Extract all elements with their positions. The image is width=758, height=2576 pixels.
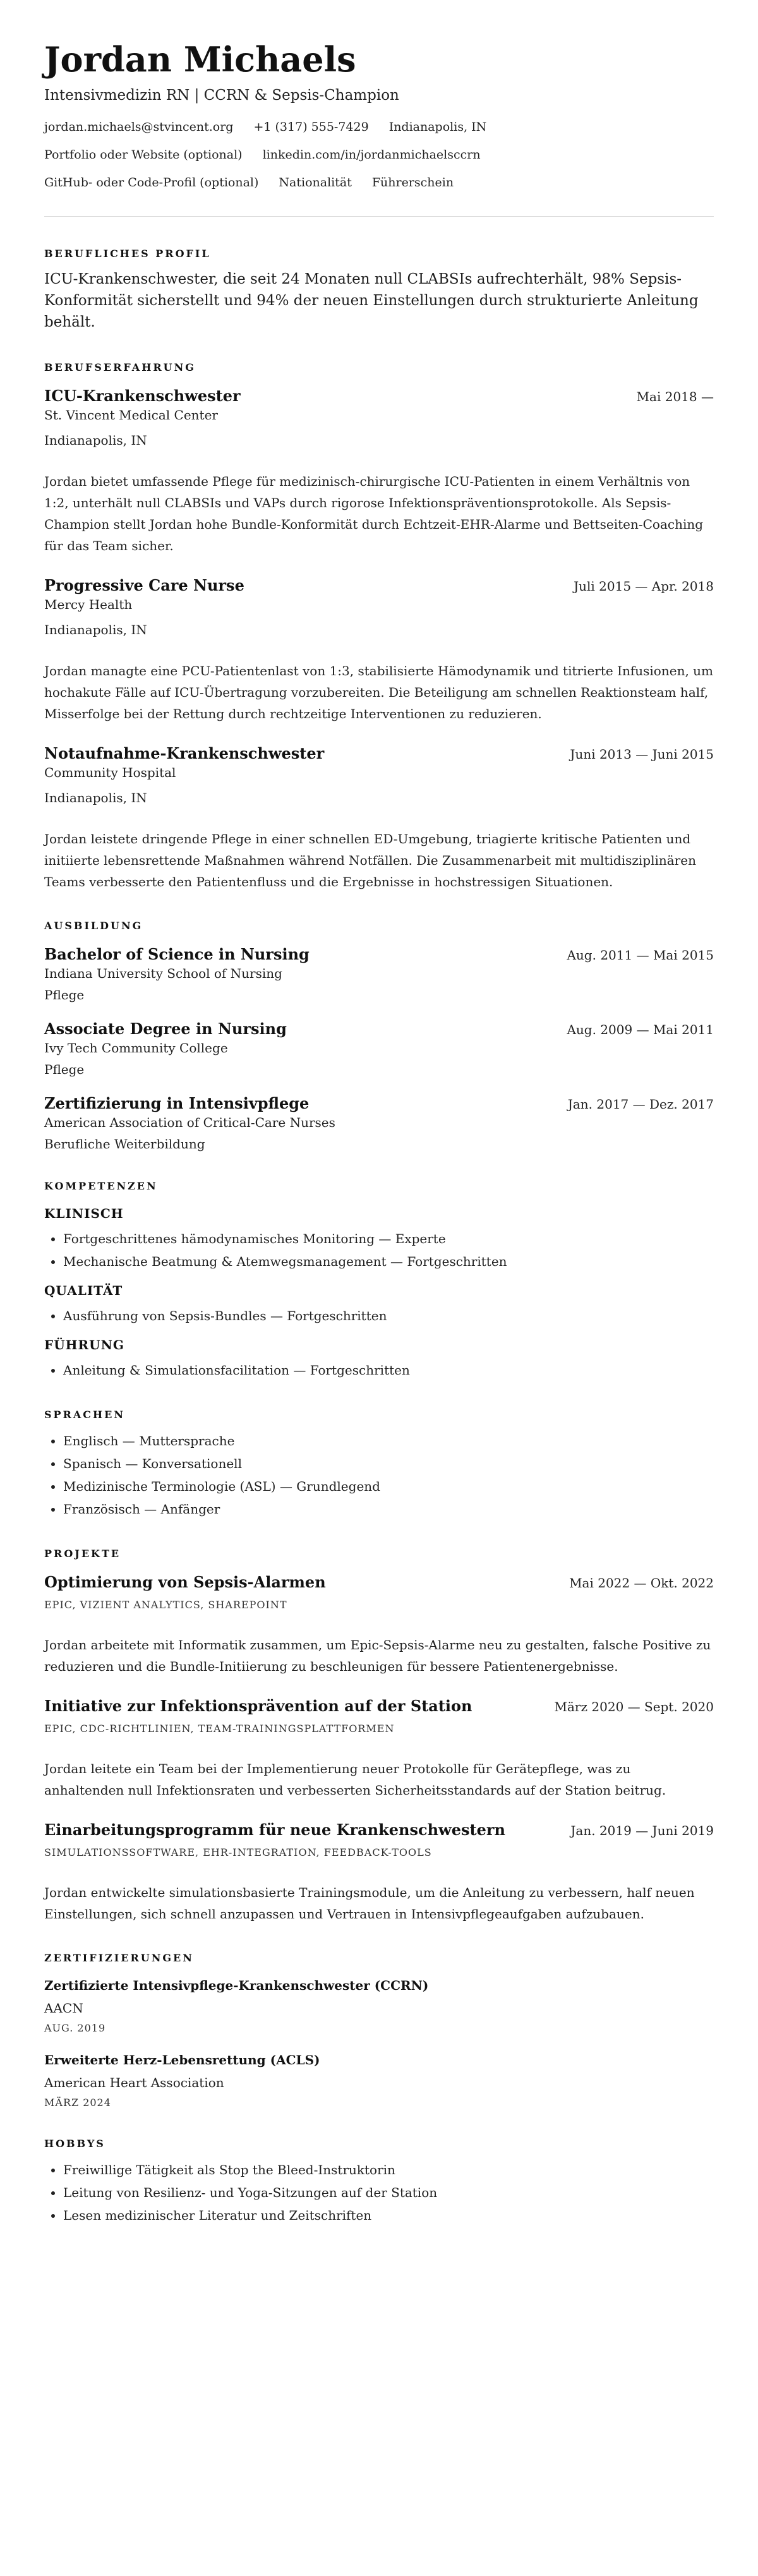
- section-title: ZERTIFIZIERUNGEN: [44, 1952, 194, 1964]
- language-item: • Französisch — Anfänger: [63, 1498, 714, 1520]
- skill-group: [44, 1205, 714, 1273]
- employer: Community Hospital: [44, 765, 176, 780]
- skill-group-title: QUALITÄT: [44, 1283, 123, 1298]
- project-date: März 2020 — Sept. 2020: [554, 1699, 714, 1714]
- certification-issuer: American Heart Association: [44, 2075, 224, 2090]
- hobby-item: • Freiwillige Tätigkeit als Stop the Bleed-Instruktorin: [63, 2158, 714, 2181]
- section-title: BERUFLICHES PROFIL: [44, 248, 211, 260]
- project-date: Mai 2022 — Okt. 2022: [569, 1575, 714, 1591]
- contact-row: [44, 119, 714, 135]
- certification-issuer: AACN: [44, 2001, 83, 2016]
- section-title: PROJEKTE: [44, 1548, 121, 1560]
- certification-date: AUG. 2019: [44, 2022, 106, 2034]
- section-title: HOBBYS: [44, 2138, 105, 2150]
- drivers-license: Führerschein: [371, 176, 454, 190]
- education-section: [44, 919, 714, 1153]
- education-date: Aug. 2009 — Mai 2011: [567, 1022, 714, 1037]
- skill-item: • Ausführung von Sepsis-Bundles — Fortgeschritten: [63, 1304, 714, 1327]
- resume-header: [44, 39, 714, 217]
- project-title: Initiative zur Infektionsprävention auf der Station: [44, 1697, 472, 1715]
- contact-row: [44, 147, 714, 163]
- job-location: Indianapolis, IN: [44, 622, 147, 637]
- language-item: • Medizinische Terminologie (ASL) — Grundlegend: [63, 1475, 714, 1498]
- school: Ivy Tech Community College: [44, 1040, 228, 1056]
- education-entry: [44, 1093, 714, 1153]
- skill-group-title: FÜHRUNG: [44, 1337, 124, 1352]
- project-entry: [44, 1820, 714, 1925]
- project-description: Jordan arbeitete mit Informatik zusammen, um Epic-Sepsis-Alarme neu zu gestalten, falsche Positive zu reduzieren und die Bundle-Initiierung zu beschleunigen für bessere Patientenergebnisse.: [44, 1637, 711, 1674]
- hobby-item: • Lesen medizinischer Literatur und Zeitschriften: [63, 2204, 714, 2227]
- education-date: Aug. 2011 — Mai 2015: [567, 948, 714, 963]
- skill-item: • Fortgeschrittenes hämodynamisches Monitoring — Experte: [63, 1227, 714, 1250]
- job-location: Indianapolis, IN: [44, 790, 147, 805]
- project-tags: SIMULATIONSSOFTWARE, EHR-INTEGRATION, FEEDBACK-TOOLS: [44, 1846, 432, 1858]
- language-item: • Spanisch — Konversationell: [63, 1452, 714, 1475]
- job-date: Juni 2013 — Juni 2015: [570, 747, 714, 762]
- project-description: Jordan entwickelte simulationsbasierte Trainingsmodule, um die Anleitung zu verbessern, half neuen Einstellungen, sich schnell anzupassen und Vertrauen in Intensivpflegeaufgaben aufzubauen.: [44, 1885, 695, 1922]
- job-date: Juli 2015 — Apr. 2018: [574, 579, 714, 594]
- project-entry: [44, 1572, 714, 1677]
- project-tags: EPIC, VIZIENT ANALYTICS, SHAREPOINT: [44, 1599, 287, 1611]
- profile-section: [44, 247, 714, 333]
- experience-entry: [44, 575, 714, 725]
- job-date: Mai 2018 —: [636, 389, 714, 404]
- skill-group: [44, 1282, 714, 1327]
- project-title: Einarbeitungsprogramm für neue Krankenschwestern: [44, 1821, 505, 1839]
- skill-item: • Mechanische Beatmung & Atemwegsmanagement — Fortgeschritten: [63, 1250, 714, 1273]
- education-entry: [44, 1019, 714, 1078]
- job-location: Indianapolis, IN: [44, 433, 147, 448]
- profile-summary: ICU-Krankenschwester, die seit 24 Monaten null CLABSIs aufrechterhält, 98% Sepsis-Konformität sicherstellt und 94% der neuen Einstellungen durch strukturierte Anleitung behält.: [44, 271, 699, 330]
- email-link[interactable]: jordan.michaels@stvincent.org: [44, 120, 234, 134]
- degree-title: Zertifizierung in Intensivpflege: [44, 1094, 310, 1112]
- job-title: ICU-Krankenschwester: [44, 387, 241, 405]
- projects-section: [44, 1547, 714, 1925]
- github-link[interactable]: GitHub- oder Code-Profil (optional): [44, 176, 259, 190]
- field-of-study: Pflege: [44, 1062, 85, 1077]
- certification-title: Zertifizierte Intensivpflege-Krankenschwester (CCRN): [44, 1978, 429, 1993]
- project-tags: EPIC, CDC-RICHTLINIEN, TEAM-TRAININGSPLATTFORMEN: [44, 1723, 395, 1735]
- field-of-study: Pflege: [44, 987, 85, 1002]
- section-title: BERUFSERFAHRUNG: [44, 361, 196, 373]
- experience-entry: [44, 743, 714, 893]
- school: Indiana University School of Nursing: [44, 966, 282, 981]
- certification-date: MÄRZ 2024: [44, 2097, 111, 2109]
- headline: Intensivmedizin RN | CCRN & Sepsis-Champion: [44, 87, 399, 104]
- skills-section: [44, 1179, 714, 1381]
- school: American Association of Critical-Care Nurses: [44, 1115, 335, 1130]
- job-description: Jordan bietet umfassende Pflege für medizinisch-chirurgische ICU-Patienten in einem Verhältnis von 1:2, unterhält null CLABSIs und VAPs durch rigorose Infektionspräventionsprotokolle. Als Sepsis-Champion stellt Jordan hohe Bundle-Konformität durch Echtzeit-EHR-Alarme und Bettseiten-Coaching für das Team sicher.: [44, 474, 704, 553]
- job-description: Jordan managte eine PCU-Patientenlast von 1:3, stabilisierte Hämodynamik und titrierte Infusionen, um hochakute Fälle auf ICU-Übertragung vorzubereiten. Die Beteiligung am schnellen Reaktionsteam half, Misserfolge bei der Rettung durch rechtzeitige Interventionen zu reduzieren.: [44, 663, 714, 721]
- contact-row: [44, 174, 714, 191]
- education-date: Jan. 2017 — Dez. 2017: [567, 1097, 714, 1112]
- job-title: Notaufnahme-Krankenschwester: [44, 744, 325, 762]
- skill-group-title: KLINISCH: [44, 1206, 124, 1221]
- certification-title: Erweiterte Herz-Lebensrettung (ACLS): [44, 2052, 320, 2067]
- header-divider: [44, 216, 714, 217]
- project-entry: [44, 1696, 714, 1801]
- language-item: • Englisch — Muttersprache: [63, 1429, 714, 1452]
- hobbies-section: [44, 2137, 714, 2227]
- certifications-section: [44, 1951, 714, 2110]
- project-description: Jordan leitete ein Team bei der Implementierung neuer Protokolle für Gerätepflege, was zu anhaltenden null Infektionsraten und verbesserten Sicherheitsstandards auf der Station beitrug.: [44, 1761, 666, 1798]
- phone: +1 (317) 555-7429: [253, 120, 369, 134]
- experience-entry: [44, 386, 714, 557]
- portfolio-link[interactable]: Portfolio oder Website (optional): [44, 148, 243, 162]
- education-entry: [44, 944, 714, 1004]
- project-title: Optimierung von Sepsis-Alarmen: [44, 1573, 326, 1591]
- nationality: Nationalität: [279, 176, 352, 190]
- field-of-study: Berufliche Weiterbildung: [44, 1136, 205, 1152]
- project-date: Jan. 2019 — Juni 2019: [570, 1823, 714, 1838]
- job-description: Jordan leistete dringende Pflege in einer schnellen ED-Umgebung, triagierte kritische Patienten und initiierte lebensrettende Maßnahmen während Notfällen. Die Zusammenarbeit mit multidisziplinären Teams verbesserte den Patientenfluss und die Ergebnisse in hochstressigen Situationen.: [44, 831, 696, 889]
- certification-entry: [44, 1977, 714, 2036]
- experience-section: [44, 361, 714, 893]
- section-title: AUSBILDUNG: [44, 920, 143, 932]
- employer: Mercy Health: [44, 597, 133, 612]
- degree-title: Associate Degree in Nursing: [44, 1020, 287, 1038]
- section-title: KOMPETENZEN: [44, 1180, 158, 1192]
- skill-item: • Anleitung & Simulationsfacilitation — Fortgeschritten: [63, 1359, 714, 1381]
- employer: St. Vincent Medical Center: [44, 407, 218, 423]
- hobby-item: • Leitung von Resilienz- und Yoga-Sitzungen auf der Station: [63, 2181, 714, 2204]
- location: Indianapolis, IN: [388, 120, 487, 134]
- job-title: Progressive Care Nurse: [44, 576, 244, 594]
- skill-group: [44, 1336, 714, 1381]
- languages-section: [44, 1408, 714, 1520]
- candidate-name: Jordan Michaels: [44, 39, 356, 80]
- degree-title: Bachelor of Science in Nursing: [44, 945, 310, 963]
- section-title: SPRACHEN: [44, 1409, 125, 1421]
- certification-entry: [44, 2051, 714, 2110]
- linkedin-link[interactable]: linkedin.com/in/jordanmichaelsccrn: [262, 148, 481, 162]
